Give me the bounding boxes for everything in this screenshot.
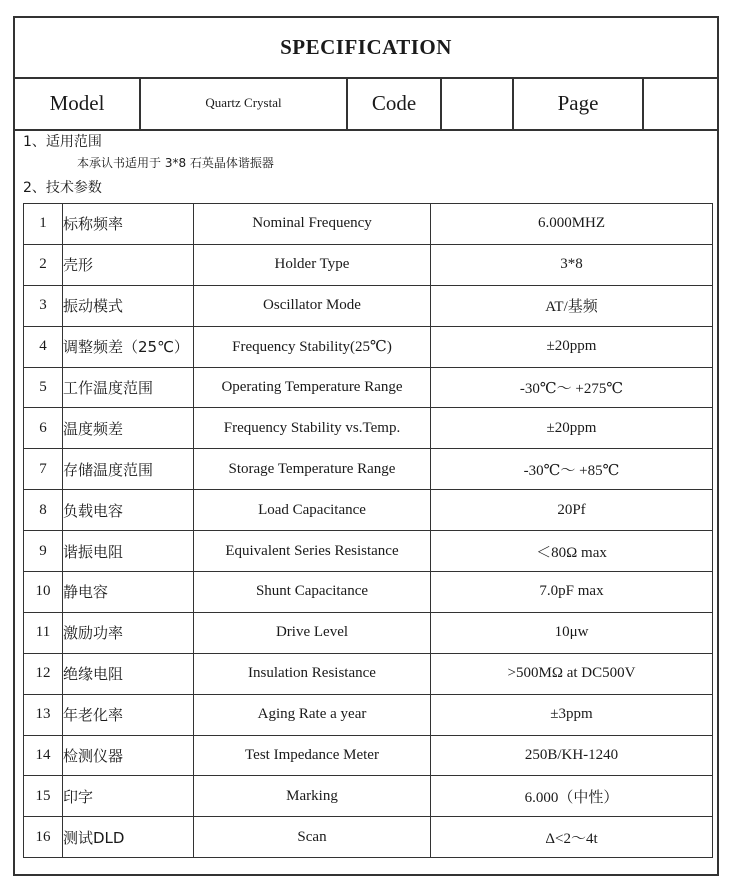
table-row — [24, 408, 713, 449]
scope-text: 本承认书适用于 3*8 石英晶体谐振器 — [77, 156, 274, 170]
chinese-parameter-name: 负载电容 — [63, 490, 194, 531]
english-parameter-name: Oscillator Mode — [194, 285, 431, 326]
section-2-heading: 2、技术参数 — [23, 180, 102, 196]
english-parameter-name: Test Impedance Meter — [194, 735, 431, 776]
english-parameter-name: Load Capacitance — [194, 490, 431, 531]
chinese-parameter-name: 激励功率 — [63, 612, 194, 653]
english-parameter-name: Storage Temperature Range — [194, 449, 431, 490]
row-number: 11 — [24, 612, 63, 653]
table-row — [24, 572, 713, 613]
chinese-parameter-name: 振动模式 — [63, 285, 194, 326]
parameter-value: -30℃～ +275℃ — [431, 367, 713, 408]
chinese-parameter-name: 测试DLD — [63, 817, 194, 858]
english-parameter-name: Equivalent Series Resistance — [194, 531, 431, 572]
english-parameter-name: Aging Rate a year — [194, 694, 431, 735]
table-row — [24, 776, 713, 817]
row-number: 16 — [24, 817, 63, 858]
table-row — [24, 694, 713, 735]
row-number: 2 — [24, 244, 63, 285]
english-parameter-name: Marking — [194, 776, 431, 817]
chinese-parameter-name: 年老化率 — [63, 694, 194, 735]
parameter-value: ±20ppm — [431, 408, 713, 449]
chinese-parameter-name: 谐振电阻 — [63, 531, 194, 572]
chinese-parameter-name: 静电容 — [63, 572, 194, 613]
chinese-parameter-name: 检测仪器 — [63, 735, 194, 776]
parameter-value: ＜80Ω max — [431, 531, 713, 572]
row-number: 6 — [24, 408, 63, 449]
table-row — [24, 653, 713, 694]
parameter-table — [23, 203, 713, 858]
table-row — [24, 285, 713, 326]
parameter-value: 7.0pF max — [431, 572, 713, 613]
english-parameter-name: Drive Level — [194, 612, 431, 653]
table-row — [24, 490, 713, 531]
row-number: 15 — [24, 776, 63, 817]
parameter-value: ±3ppm — [431, 694, 713, 735]
english-parameter-name: Frequency Stability(25℃) — [194, 326, 431, 367]
english-parameter-name: Holder Type — [194, 244, 431, 285]
code-label: Code — [348, 77, 442, 129]
parameter-value: Δ<2～4t — [431, 817, 713, 858]
chinese-parameter-name: 调整频差（25℃） — [63, 326, 194, 367]
row-number: 13 — [24, 694, 63, 735]
english-parameter-name: Shunt Capacitance — [194, 572, 431, 613]
parameter-value: 6.000（中性） — [431, 776, 713, 817]
row-number: 9 — [24, 531, 63, 572]
row-number: 12 — [24, 653, 63, 694]
table-row — [24, 244, 713, 285]
table-row — [24, 204, 713, 245]
code-value — [442, 77, 514, 129]
row-number: 5 — [24, 367, 63, 408]
parameter-value: 10μw — [431, 612, 713, 653]
table-row — [24, 817, 713, 858]
parameter-value: 3*8 — [431, 244, 713, 285]
chinese-parameter-name: 印字 — [63, 776, 194, 817]
table-row — [24, 367, 713, 408]
table-row — [24, 326, 713, 367]
row-number: 7 — [24, 449, 63, 490]
row-number: 14 — [24, 735, 63, 776]
parameter-value: 6.000MHZ — [431, 204, 713, 245]
document-title: SPECIFICATION — [280, 35, 452, 59]
parameter-value: 20Pf — [431, 490, 713, 531]
parameter-value: >500MΩ at DC500V — [431, 653, 713, 694]
english-parameter-name: Insulation Resistance — [194, 653, 431, 694]
table-row — [24, 612, 713, 653]
chinese-parameter-name: 绝缘电阻 — [63, 653, 194, 694]
chinese-parameter-name: 标称频率 — [63, 204, 194, 245]
row-number: 10 — [24, 572, 63, 613]
title-row — [15, 18, 717, 79]
parameter-value: 250B/KH-1240 — [431, 735, 713, 776]
row-number: 1 — [24, 204, 63, 245]
table-row — [24, 735, 713, 776]
english-parameter-name: Scan — [194, 817, 431, 858]
row-number: 3 — [24, 285, 63, 326]
parameter-value: AT/基频 — [431, 285, 713, 326]
table-row — [24, 531, 713, 572]
table-row — [24, 449, 713, 490]
chinese-parameter-name: 工作温度范围 — [63, 367, 194, 408]
page-value — [644, 77, 717, 129]
row-number: 8 — [24, 490, 63, 531]
parameter-value: -30℃～ +85℃ — [431, 449, 713, 490]
section-1-heading: 1、适用范围 — [23, 134, 102, 150]
row-number: 4 — [24, 326, 63, 367]
chinese-parameter-name: 壳形 — [63, 244, 194, 285]
model-label: Model — [15, 77, 141, 129]
specification-sheet — [13, 16, 719, 876]
model-row — [15, 77, 717, 131]
english-parameter-name: Nominal Frequency — [194, 204, 431, 245]
chinese-parameter-name: 存储温度范围 — [63, 449, 194, 490]
chinese-parameter-name: 温度频差 — [63, 408, 194, 449]
english-parameter-name: Frequency Stability vs.Temp. — [194, 408, 431, 449]
english-parameter-name: Operating Temperature Range — [194, 367, 431, 408]
model-value: Quartz Crystal — [141, 77, 348, 129]
parameter-value: ±20ppm — [431, 326, 713, 367]
page-label: Page — [514, 77, 644, 129]
